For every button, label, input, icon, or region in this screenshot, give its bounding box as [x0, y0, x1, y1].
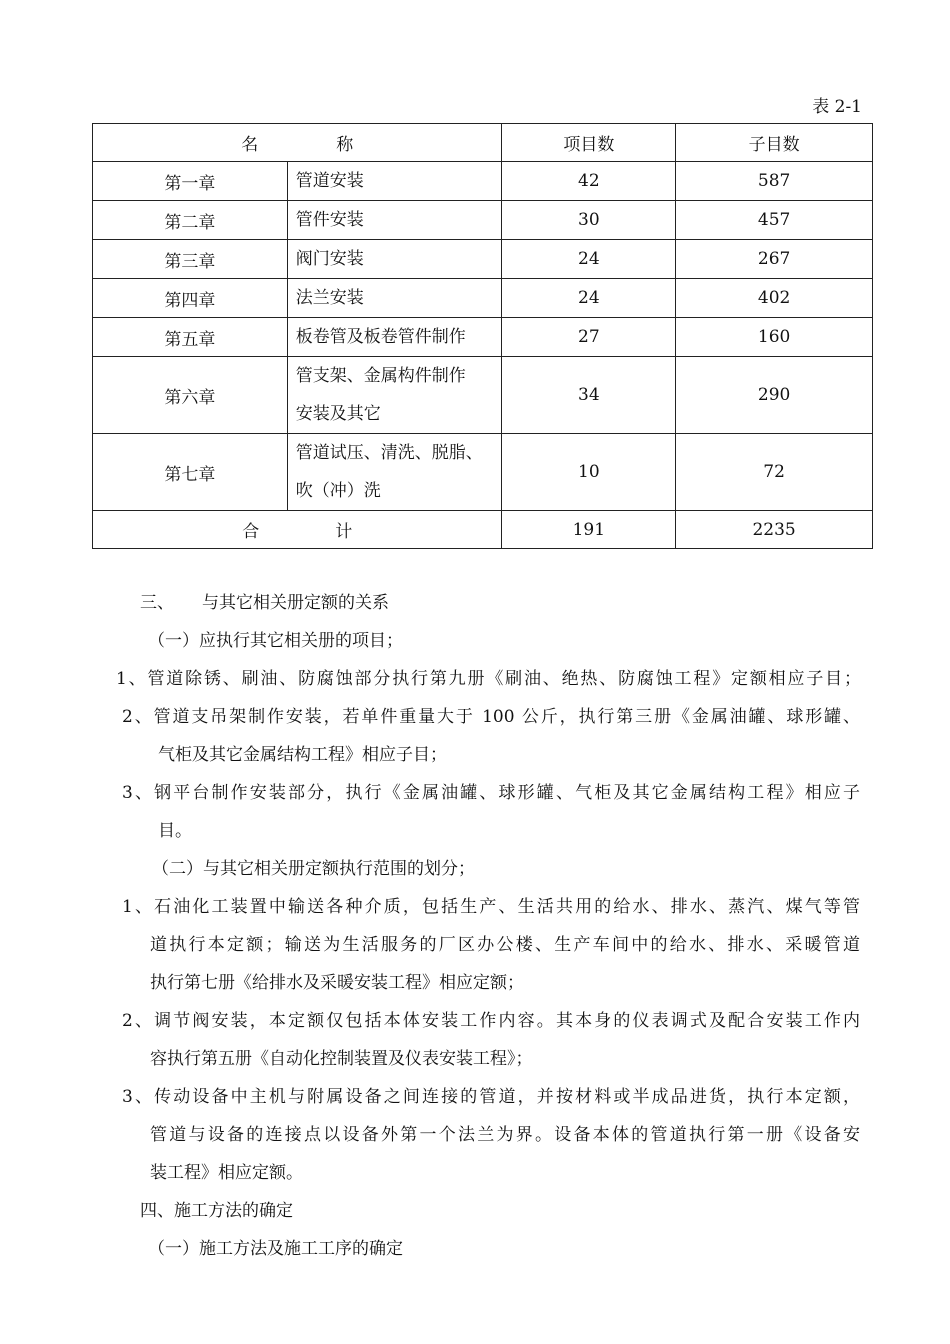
total-subitems: 2235	[676, 511, 873, 549]
header-subitems: 子目数	[676, 124, 873, 162]
list-item-continuation: 容执行第五册《自动化控制装置及仪表安装工程》；	[150, 1049, 533, 1069]
list-item: 1、石油化工装置中输送各种介质，包括生产、生活共用的给水、排水、蒸汽、煤气等管	[122, 897, 860, 917]
table-caption: 表 2-1	[812, 97, 862, 117]
subitems-cell: 160	[676, 318, 873, 357]
chapter-cell: 第四章	[93, 279, 288, 318]
chapter-cell: 第三章	[93, 240, 288, 279]
list-item-continuation: 道执行本定额；输送为生活服务的厂区办公楼、生产车间中的给水、排水、采暖管道	[150, 935, 860, 955]
name-cell	[287, 434, 502, 511]
chapter-statistics-table	[92, 123, 873, 549]
items-cell: 24	[502, 279, 676, 318]
items-cell: 24	[502, 240, 676, 279]
total-label: 合 计	[93, 511, 502, 549]
name-cell: 阀门安装	[287, 240, 502, 279]
header-name: 名 称	[93, 124, 502, 162]
total-items: 191	[502, 511, 676, 549]
subitems-cell: 587	[676, 162, 873, 201]
items-cell: 42	[502, 162, 676, 201]
items-cell: 10	[502, 434, 676, 511]
list-item-continuation: 目。	[158, 821, 192, 841]
table-row	[93, 162, 873, 201]
table-total-row	[93, 511, 873, 549]
table-row	[93, 357, 873, 434]
table-header-row	[93, 124, 873, 162]
name-line: 管道试压、清洗、脱脂、	[295, 443, 483, 463]
name-cell: 板卷管及板卷管件制作	[287, 318, 502, 357]
chapter-cell: 第一章	[93, 162, 288, 201]
table-row	[93, 279, 873, 318]
list-item-continuation: 气柜及其它金属结构工程》相应子目；	[158, 745, 447, 765]
name-line: 管支架、金属构件制作	[295, 366, 466, 386]
subitems-cell: 457	[676, 201, 873, 240]
section-heading-4: 四、施工方法的确定	[140, 1201, 293, 1221]
header-items: 项目数	[502, 124, 676, 162]
subsection-heading: （一）应执行其它相关册的项目；	[148, 631, 403, 651]
table-row	[93, 201, 873, 240]
chapter-cell: 第七章	[93, 434, 288, 511]
list-item: 1、管道除锈、刷油、防腐蚀部分执行第九册《刷油、绝热、防腐蚀工程》定额相应子目；	[116, 669, 861, 689]
name-line: 吹（冲）洗	[295, 481, 381, 501]
list-item-continuation: 管道与设备的连接点以设备外第一个法兰为界。设备本体的管道执行第一册《设备安	[150, 1125, 860, 1145]
subsection-heading: （二）与其它相关册定额执行范围的划分；	[152, 859, 475, 879]
name-cell	[287, 357, 502, 434]
subsection-heading: （一）施工方法及施工工序的确定	[148, 1239, 403, 1259]
name-cell: 法兰安装	[287, 279, 502, 318]
list-item: 3、传动设备中主机与附属设备之间连接的管道，并按材料或半成品进货，执行本定额，	[122, 1087, 860, 1107]
list-item: 3、钢平台制作安装部分，执行《金属油罐、球形罐、气柜及其它金属结构工程》相应子	[122, 783, 860, 803]
items-cell: 27	[502, 318, 676, 357]
name-line: 安装及其它	[295, 404, 381, 424]
list-item-continuation: 执行第七册《给排水及采暖安装工程》相应定额；	[150, 973, 524, 993]
chapter-cell: 第六章	[93, 357, 288, 434]
list-item: 2、调节阀安装，本定额仅包括本体安装工作内容。其本身的仪表调式及配合安装工作内	[122, 1011, 860, 1031]
name-cell: 管件安装	[287, 201, 502, 240]
list-item-continuation: 装工程》相应定额。	[150, 1163, 303, 1183]
items-cell: 34	[502, 357, 676, 434]
chapter-cell: 第五章	[93, 318, 288, 357]
table-row	[93, 318, 873, 357]
section-heading-3: 三、 与其它相关册定额的关系	[140, 593, 389, 613]
table-row	[93, 434, 873, 511]
list-item: 2、管道支吊架制作安装，若单件重量大于 100 公斤，执行第三册《金属油罐、球形罐、	[122, 707, 860, 727]
subitems-cell: 402	[676, 279, 873, 318]
subitems-cell: 267	[676, 240, 873, 279]
name-cell: 管道安装	[287, 162, 502, 201]
items-cell: 30	[502, 201, 676, 240]
subitems-cell: 72	[676, 434, 873, 511]
subitems-cell: 290	[676, 357, 873, 434]
chapter-cell: 第二章	[93, 201, 288, 240]
table-row	[93, 240, 873, 279]
